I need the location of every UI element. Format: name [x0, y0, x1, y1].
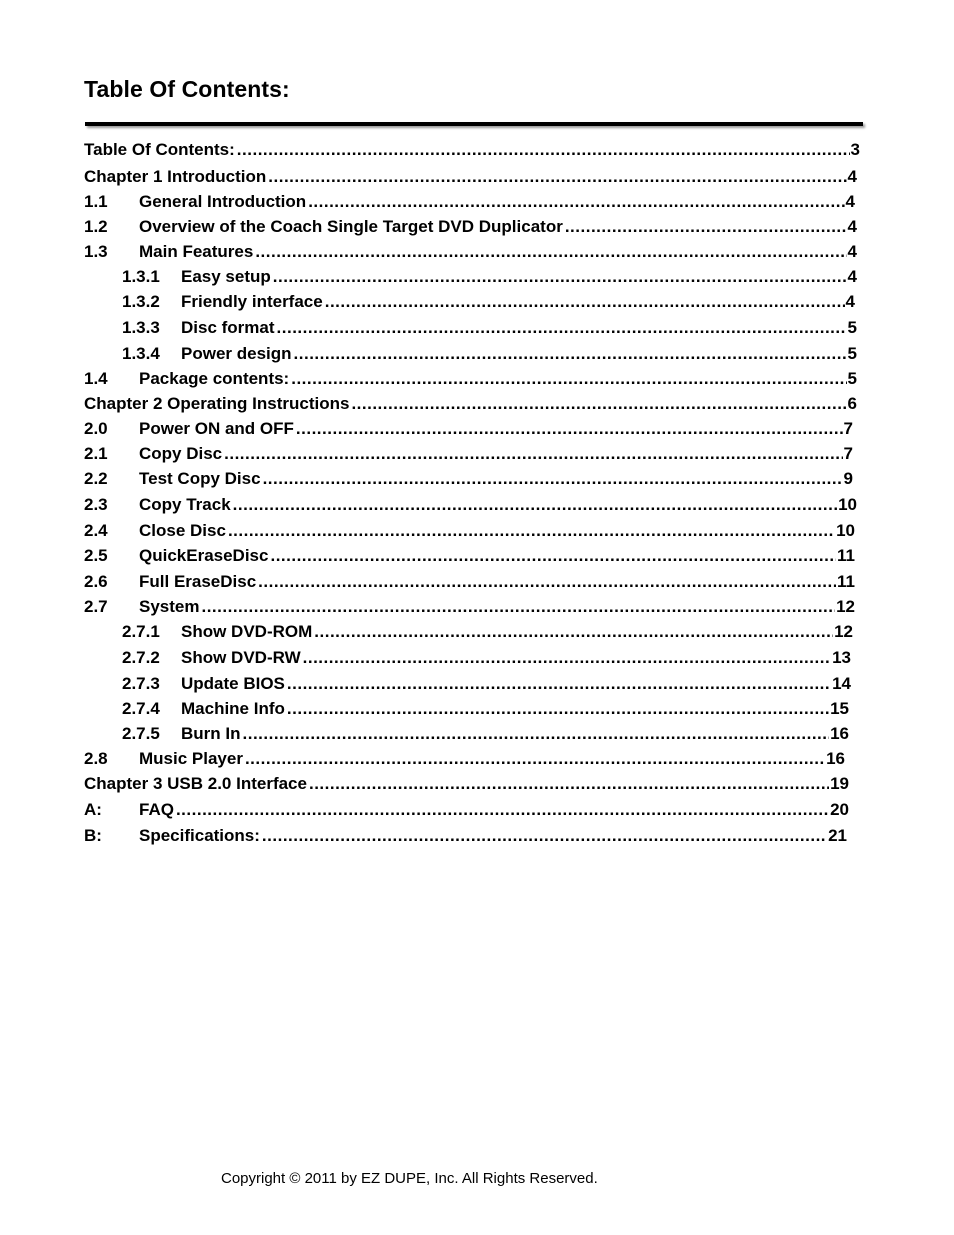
toc-dot-leader — [176, 799, 829, 821]
toc-entry[interactable] — [122, 317, 857, 339]
toc-entry[interactable] — [84, 166, 857, 188]
toc-page-number: 4 — [847, 242, 857, 261]
toc-page-number: 15 — [830, 699, 849, 718]
toc-entry-title: Chapter 2 Operating Instructions — [84, 394, 350, 413]
toc-entry-number: 2.7.2 — [122, 648, 160, 667]
toc-dot-leader — [351, 393, 846, 415]
page-title: Table Of Contents: — [84, 76, 290, 102]
toc-entry-number: 2.0 — [84, 419, 108, 438]
toc-dot-leader — [263, 468, 843, 490]
toc-entry[interactable] — [122, 723, 849, 745]
toc-dot-leader — [309, 773, 829, 795]
toc-entry[interactable] — [84, 468, 853, 490]
toc-dot-leader — [258, 571, 836, 593]
toc-entry-title: Show DVD-RW — [181, 648, 301, 667]
toc-entry-number: 1.2 — [84, 217, 108, 236]
toc-entry-title: Close Disc — [139, 521, 226, 540]
toc-page-number: 4 — [847, 217, 857, 236]
toc-dot-leader — [296, 418, 843, 440]
toc-entry[interactable] — [84, 494, 857, 516]
toc-entry-title: Specifications: — [139, 826, 260, 845]
toc-page-number: 11 — [837, 572, 855, 591]
toc-entry-title: Full EraseDisc — [139, 572, 257, 591]
toc-entry-number: 1.1 — [84, 192, 108, 211]
toc-entry[interactable] — [84, 825, 847, 847]
toc-entry-title: Music Player — [139, 749, 243, 768]
toc-dot-leader — [237, 139, 850, 161]
toc-entry-number: 1.3.3 — [122, 318, 160, 337]
toc-entry-number: 1.3 — [84, 242, 108, 261]
toc-entry[interactable] — [122, 647, 851, 669]
toc-page-number: 3 — [850, 140, 860, 159]
toc-dot-leader — [287, 673, 831, 695]
toc-dot-leader — [270, 545, 836, 567]
toc-page-number: 4 — [847, 167, 857, 186]
toc-page-number: 14 — [832, 674, 851, 693]
toc-entry-number: 2.7 — [84, 597, 108, 616]
toc-dot-leader — [201, 596, 835, 618]
toc-entry-title: Table Of Contents: — [84, 140, 235, 159]
toc-entry-number: 1.3.4 — [122, 344, 160, 363]
toc-entry-title: General Introduction — [139, 192, 307, 211]
toc-entry-title: Burn In — [181, 724, 241, 743]
toc-entry-number: 1.3.1 — [122, 267, 160, 286]
toc-entry-title: System — [139, 597, 200, 616]
toc-page-number: 7 — [843, 419, 853, 438]
toc-entry-number: 2.6 — [84, 572, 108, 591]
toc-entry[interactable] — [84, 216, 857, 238]
toc-entry[interactable] — [84, 571, 855, 593]
toc-page-number: 12 — [834, 622, 853, 641]
toc-entry-title: FAQ — [139, 800, 174, 819]
toc-page-number: 19 — [830, 774, 849, 793]
toc-entry-title: Chapter 3 USB 2.0 Interface — [84, 774, 307, 793]
toc-entry-title: Friendly interface — [181, 292, 323, 311]
toc-page-number: 13 — [832, 648, 851, 667]
toc-dot-leader — [308, 191, 844, 213]
toc-entry-title: Easy setup — [181, 267, 271, 286]
toc-entry[interactable] — [84, 139, 860, 161]
toc-entry-title: Copy Track — [139, 495, 231, 514]
toc-page-number: 4 — [845, 292, 855, 311]
toc-page-number: 4 — [845, 192, 855, 211]
toc-entry[interactable] — [84, 418, 853, 440]
toc-page-number: 6 — [847, 394, 857, 413]
toc-page-number: 16 — [830, 724, 849, 743]
toc-entry-title: Power ON and OFF — [139, 419, 294, 438]
toc-entry-title: Test Copy Disc — [139, 469, 261, 488]
toc-dot-leader — [243, 723, 830, 745]
toc-entry-number: 2.4 — [84, 521, 108, 540]
toc-entry-title: QuickEraseDisc — [139, 546, 269, 565]
toc-entry[interactable] — [84, 368, 857, 390]
toc-entry-title: Chapter 1 Introduction — [84, 167, 267, 186]
toc-entry[interactable] — [84, 393, 857, 415]
toc-entry[interactable] — [122, 698, 849, 720]
toc-page-number: 21 — [828, 826, 847, 845]
toc-dot-leader — [565, 216, 847, 238]
toc-entry-number: 1.4 — [84, 369, 108, 388]
toc-entry[interactable] — [84, 241, 857, 263]
toc-entry-number: 2.7.1 — [122, 622, 160, 641]
toc-entry-number: 2.5 — [84, 546, 108, 565]
toc-entry-number: 2.7.5 — [122, 724, 160, 743]
toc-page-number: 16 — [826, 749, 845, 768]
toc-entry[interactable] — [84, 748, 845, 770]
toc-dot-leader — [233, 494, 837, 516]
toc-entry[interactable] — [122, 266, 857, 288]
toc-page-number: 11 — [837, 546, 855, 565]
copyright-footer: Copyright © 2011 by EZ DUPE, Inc. All Rights Reserved. — [221, 1170, 598, 1187]
toc-dot-leader — [224, 443, 842, 465]
toc-entry[interactable] — [84, 799, 849, 821]
toc-dot-leader — [314, 621, 833, 643]
toc-entry-number: 2.7.4 — [122, 699, 160, 718]
toc-page-number: 10 — [838, 495, 857, 514]
toc-entry-number: 2.1 — [84, 444, 108, 463]
toc-entry-number: B: — [84, 826, 102, 845]
toc-entry-number: 2.2 — [84, 469, 108, 488]
toc-entry-title: Machine Info — [181, 699, 285, 718]
toc-dot-leader — [262, 825, 827, 847]
toc-page-number: 10 — [836, 521, 855, 540]
toc-dot-leader — [325, 291, 845, 313]
toc-dot-leader — [277, 317, 847, 339]
toc-entry[interactable] — [84, 545, 855, 567]
toc-page-number: 20 — [830, 800, 849, 819]
toc-entry[interactable] — [84, 191, 855, 213]
toc-dot-leader — [291, 368, 846, 390]
toc-entry-title: Copy Disc — [139, 444, 223, 463]
toc-dot-leader — [228, 520, 835, 542]
toc-page-number: 5 — [847, 369, 857, 388]
toc-entry-title: Show DVD-ROM — [181, 622, 313, 641]
toc-entry-title: Overview of the Coach Single Target DVD Duplicator — [139, 217, 563, 236]
toc-dot-leader — [303, 647, 831, 669]
toc-entry-title: Disc format — [181, 318, 275, 337]
toc-entry-number: 2.8 — [84, 749, 108, 768]
toc-entry-number: A: — [84, 800, 102, 819]
toc-dot-leader — [268, 166, 846, 188]
toc-entry[interactable] — [122, 673, 851, 695]
toc-dot-leader — [255, 241, 846, 263]
toc-entry[interactable] — [122, 291, 855, 313]
toc-entry[interactable] — [84, 443, 853, 465]
toc-dot-leader — [294, 343, 847, 365]
toc-page-number: 5 — [847, 344, 857, 363]
toc-entry-title: Package contents: — [139, 369, 290, 388]
toc-entry[interactable] — [84, 596, 855, 618]
toc-entry-number: 1.3.2 — [122, 292, 160, 311]
toc-dot-leader — [245, 748, 825, 770]
toc-entry[interactable] — [84, 773, 849, 795]
toc-entry[interactable] — [122, 343, 857, 365]
toc-page-number: 12 — [836, 597, 855, 616]
toc-entry[interactable] — [84, 520, 855, 542]
toc-page-number: 4 — [847, 267, 857, 286]
toc-entry[interactable] — [122, 621, 853, 643]
toc-entry-title: Main Features — [139, 242, 254, 261]
toc-entry-number: 2.7.3 — [122, 674, 160, 693]
toc-entry-title: Update BIOS — [181, 674, 285, 693]
toc-entry-number: 2.3 — [84, 495, 108, 514]
toc-dot-leader — [273, 266, 847, 288]
toc-dot-leader — [287, 698, 829, 720]
toc-page-number: 9 — [843, 469, 853, 488]
toc-page-number: 7 — [843, 444, 853, 463]
toc-page-number: 5 — [847, 318, 857, 337]
toc-entry-title: Power design — [181, 344, 292, 363]
